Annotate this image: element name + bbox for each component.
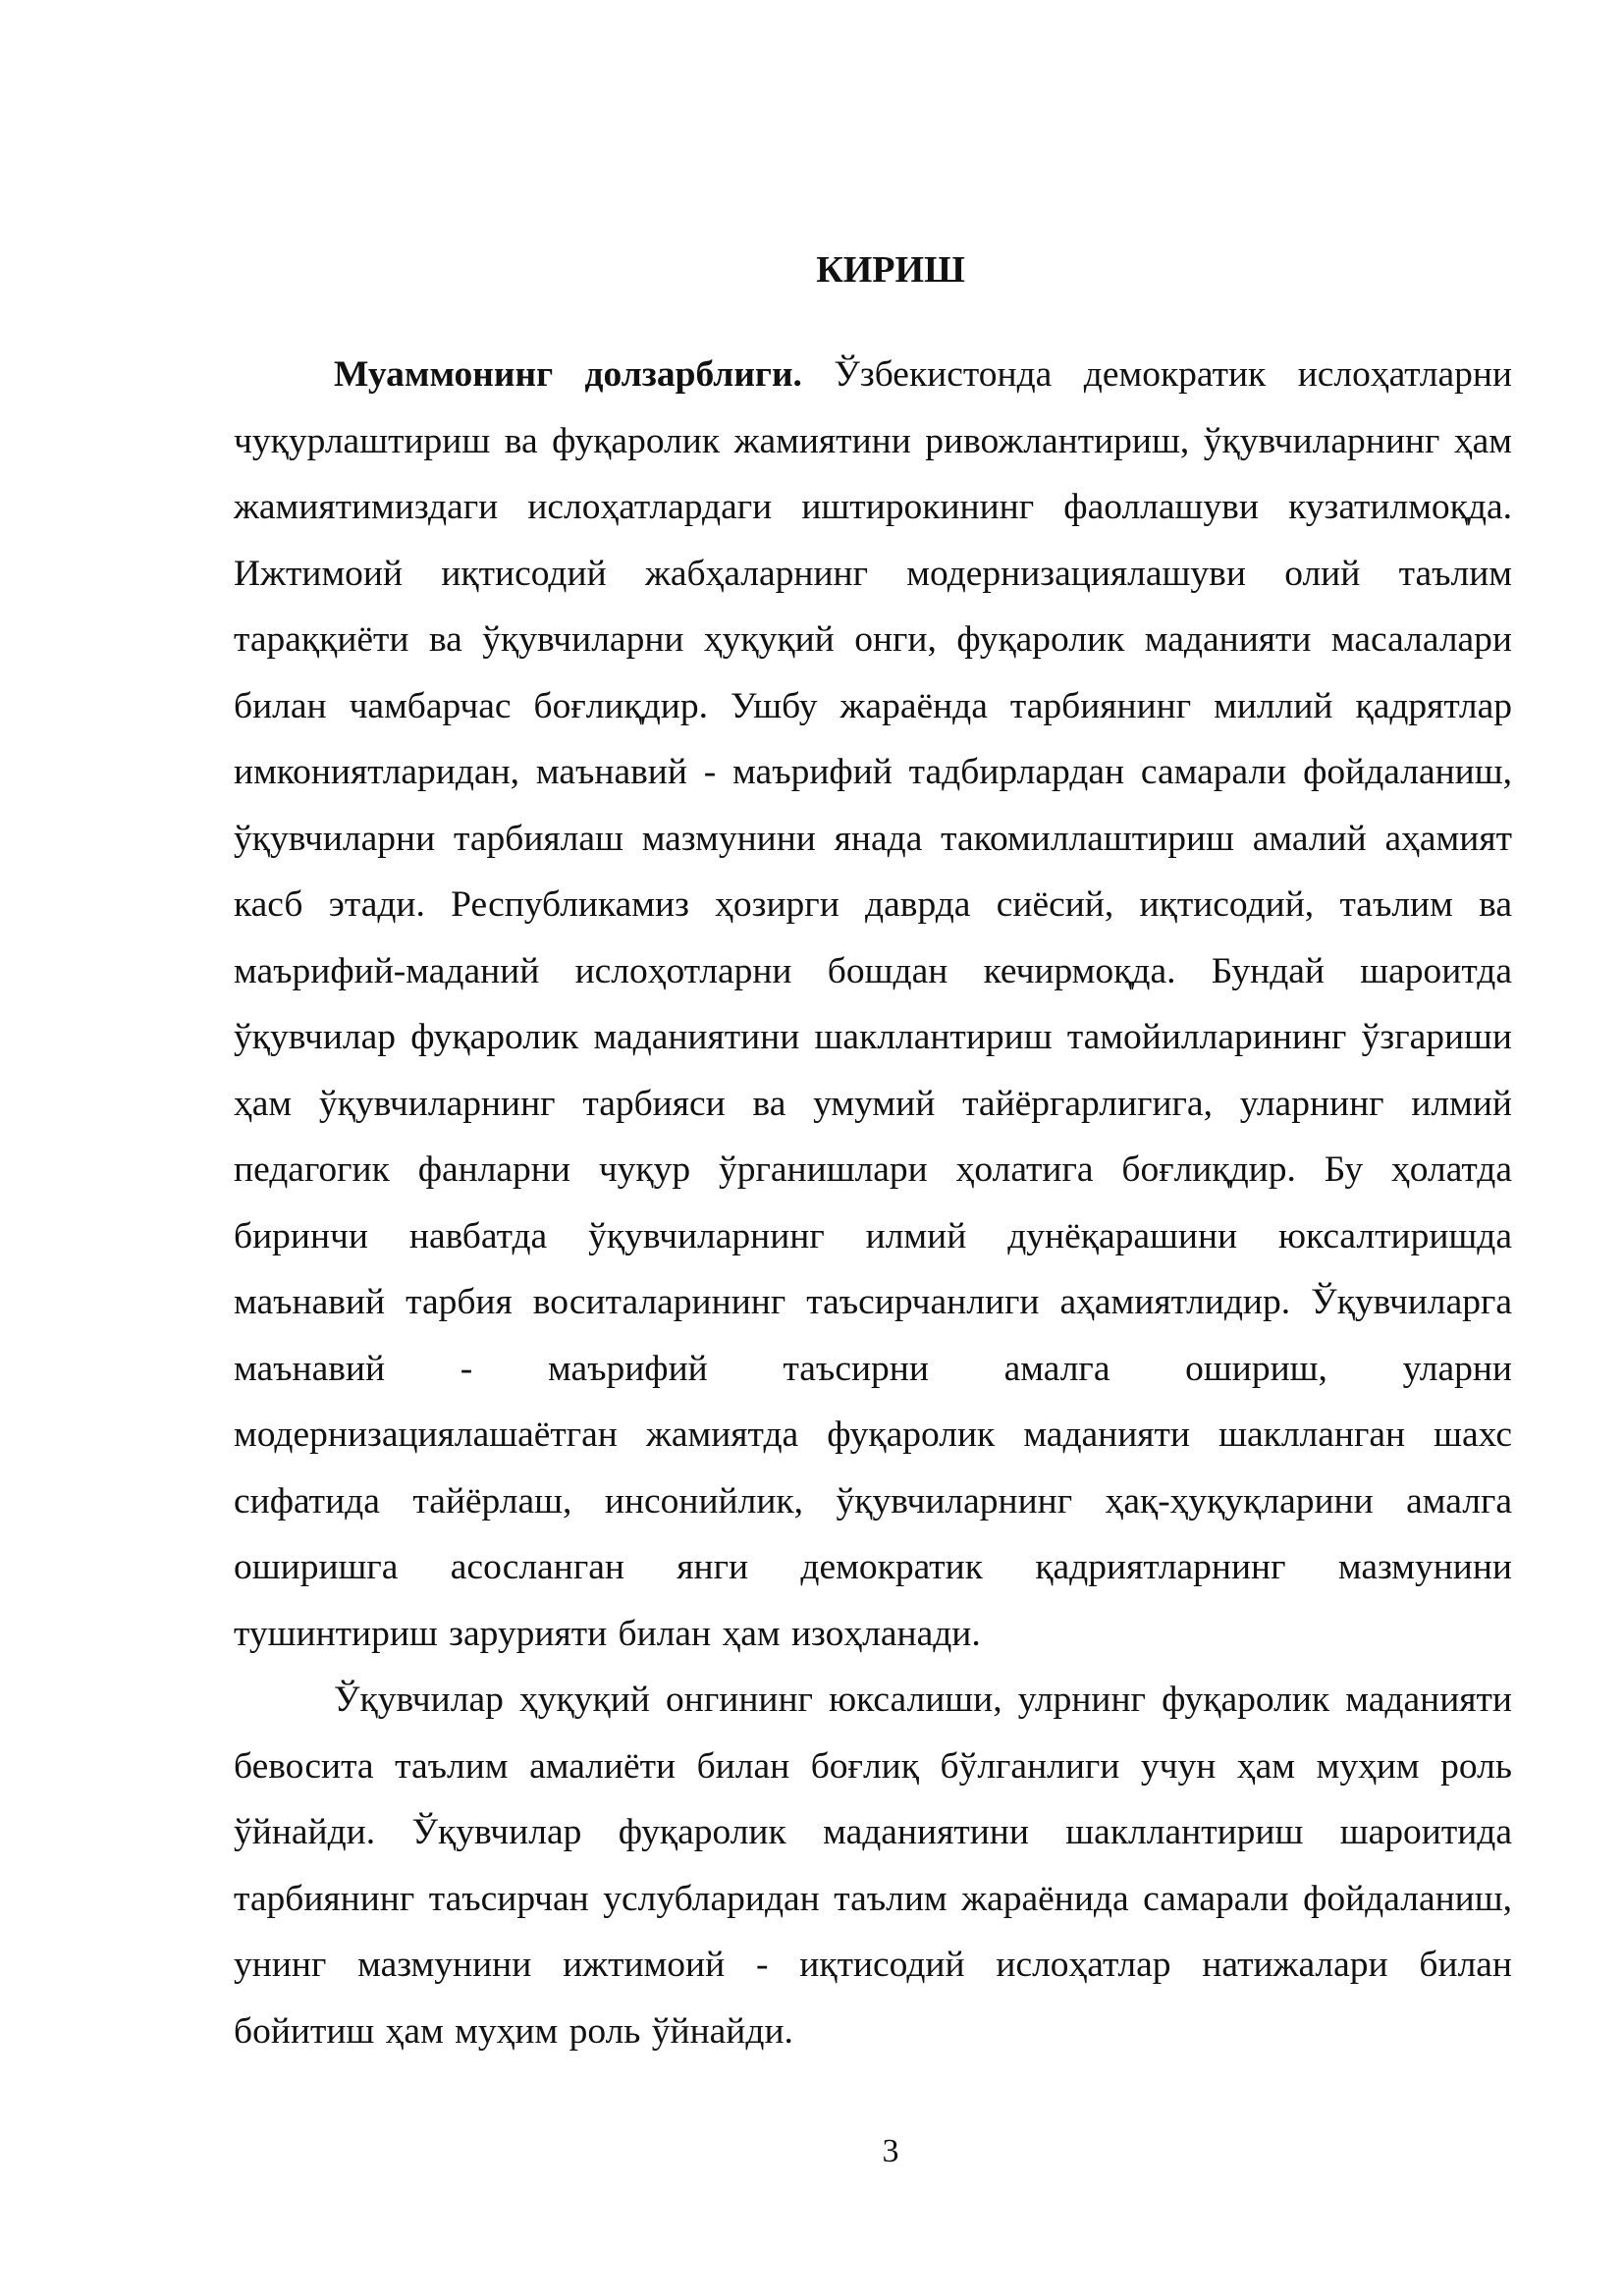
paragraph-text: Ўзбекистонда демократик ислоҳатларни чуқурлаштириш ва фуқаролик жамиятини ривожлантириш, ўқувчиларнинг ҳам жамиятимиздаги ислоҳатлардаги иштирокининг фаоллашуви кузатилмоқда. Ижтимоий иқтисодий жабҳаларнинг модернизациялашуви олий таълим тараққиёти ва ўқувчиларни ҳуқуқий онги, фуқаролик маданияти масалалари билан чамбарчас боғлиқдир. Ушбу жараёнда тарбиянинг миллий қадрятлар имкониятларидан, маънавий - маърифий тадбирлардан самарали фойдаланиш, ўқувчиларни тарбиялаш мазмунини янада такомиллаштириш амалий аҳамият касб этади. Республикамиз ҳозирги даврда сиёсий, иқтисодий, таълим ва маърифий-маданий ислоҳотларни бошдан кечирмоқда. Бундай шароитда ўқувчилар фуқаролик маданиятини шакллантириш тамойилларининг ўзгариши ҳам ўқувчиларнинг тарбияси ва умумий тайёргарлигига, уларнинг илмий педагогик фанларни чуқур ўрганишлари ҳолатига боғлиқдир. Бу ҳолатда биринчи навбатда ўқувчиларнинг илмий дунёқарашини юксалтиришда маънавий тарбия воситаларининг таъсирчанлиги аҳамиятлидир. Ўқувчиларга маънавий - маърифий таъсирни амалга ошириш, уларни модернизациялашаётган жамиятда фуқаролик маданияти шаклланган шахс сифатида тайёрлаш, инсонийлик, ўқувчиларнинг ҳақ-ҳуқуқларини амалга оширишга асосланган янги демократик қадриятларнинг мазмунини тушинтириш зарурияти билан ҳам изоҳланади.	[234, 354, 1512, 1654]
page-number: 3	[882, 2133, 899, 2169]
document-body	[234, 342, 1512, 2064]
paragraph-relevance	[234, 342, 1512, 1667]
paragraph-lead: Муаммонинг долзарблиги.	[334, 354, 802, 395]
paragraph-civic-culture	[234, 1667, 1512, 2064]
paragraph-text: Ўқувчилар ҳуқуқий онгининг юксалиши, улрнинг фуқаролик маданияти бевосита таълим амалиёти билан боғлиқ бўлганлиги учун ҳам муҳим роль ўйнайди. Ўқувчилар фуқаролик маданиятини шакллантириш шароитида тарбиянинг таъсирчан услубларидан таълим жараёнида самарали фойдаланиш, унинг мазмунини ижтимоий - иқтисодий ислоҳатлар натижалари билан бойитиш ҳам муҳим роль ўйнайди.	[234, 1680, 1512, 2052]
page-title: КИРИШ	[816, 249, 965, 291]
